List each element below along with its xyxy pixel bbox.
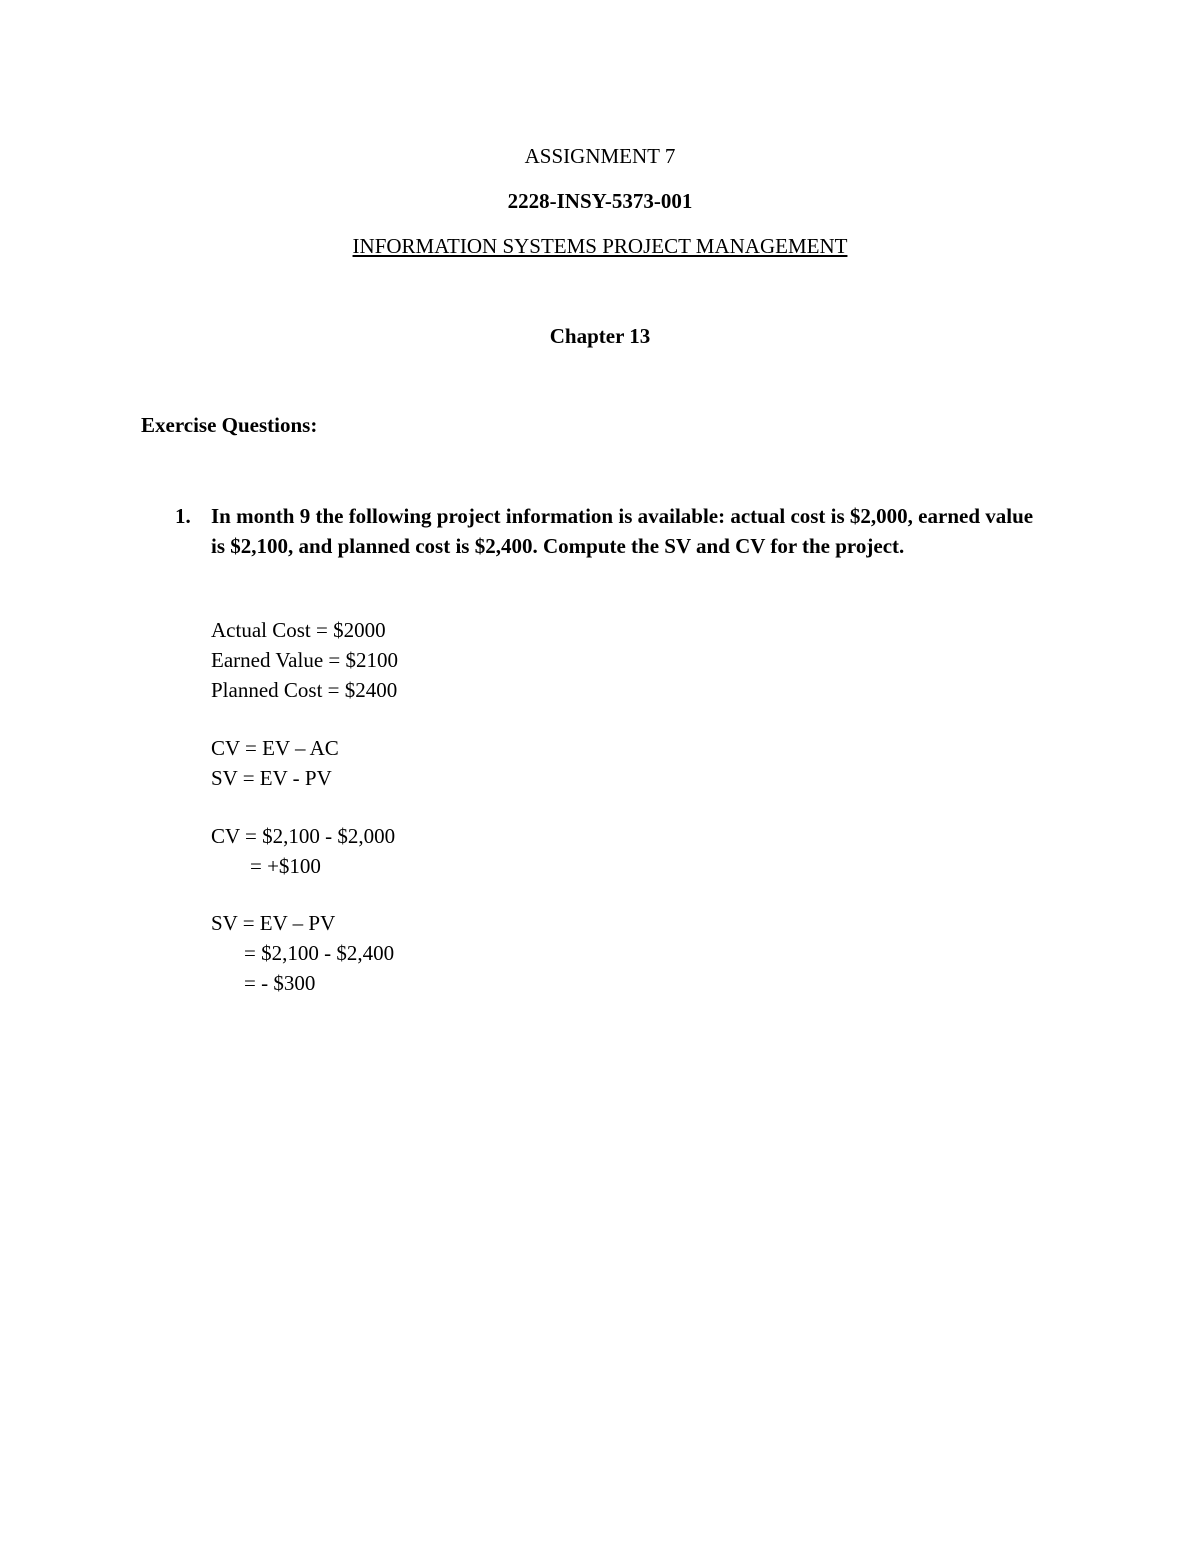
answer-line-sv-calc: = $2,100 - $2,400 [244,941,395,965]
chapter-heading: Chapter 13 [549,324,651,348]
course-name: INFORMATION SYSTEMS PROJECT MANAGEMENT [352,234,848,258]
section-heading: Exercise Questions: [141,413,318,437]
answer-line-earned-value: Earned Value = $2100 [211,648,398,672]
answer-line-cv-result: = +$100 [250,854,321,878]
answer-line-sv-formula-2: SV = EV – PV [211,911,336,935]
answer-line-actual-cost: Actual Cost = $2000 [211,618,386,642]
answer-line-cv-calc: CV = $2,100 - $2,000 [211,824,396,848]
course-code: 2228-INSY-5373-001 [507,189,693,213]
answer-line-sv-formula: SV = EV - PV [211,766,332,790]
question-number: 1. [175,504,191,528]
assignment-title: ASSIGNMENT 7 [524,144,676,168]
answer-line-sv-result: = - $300 [244,971,316,995]
answer-line-planned-cost: Planned Cost = $2400 [211,678,398,702]
answer-line-cv-formula: CV = EV – AC [211,736,339,760]
question-text: In month 9 the following project information is available: actual cost is $2,000, earned value is $2,100, and planned cost is $2,400. Compute the SV and CV for the project. [211,504,1034,558]
